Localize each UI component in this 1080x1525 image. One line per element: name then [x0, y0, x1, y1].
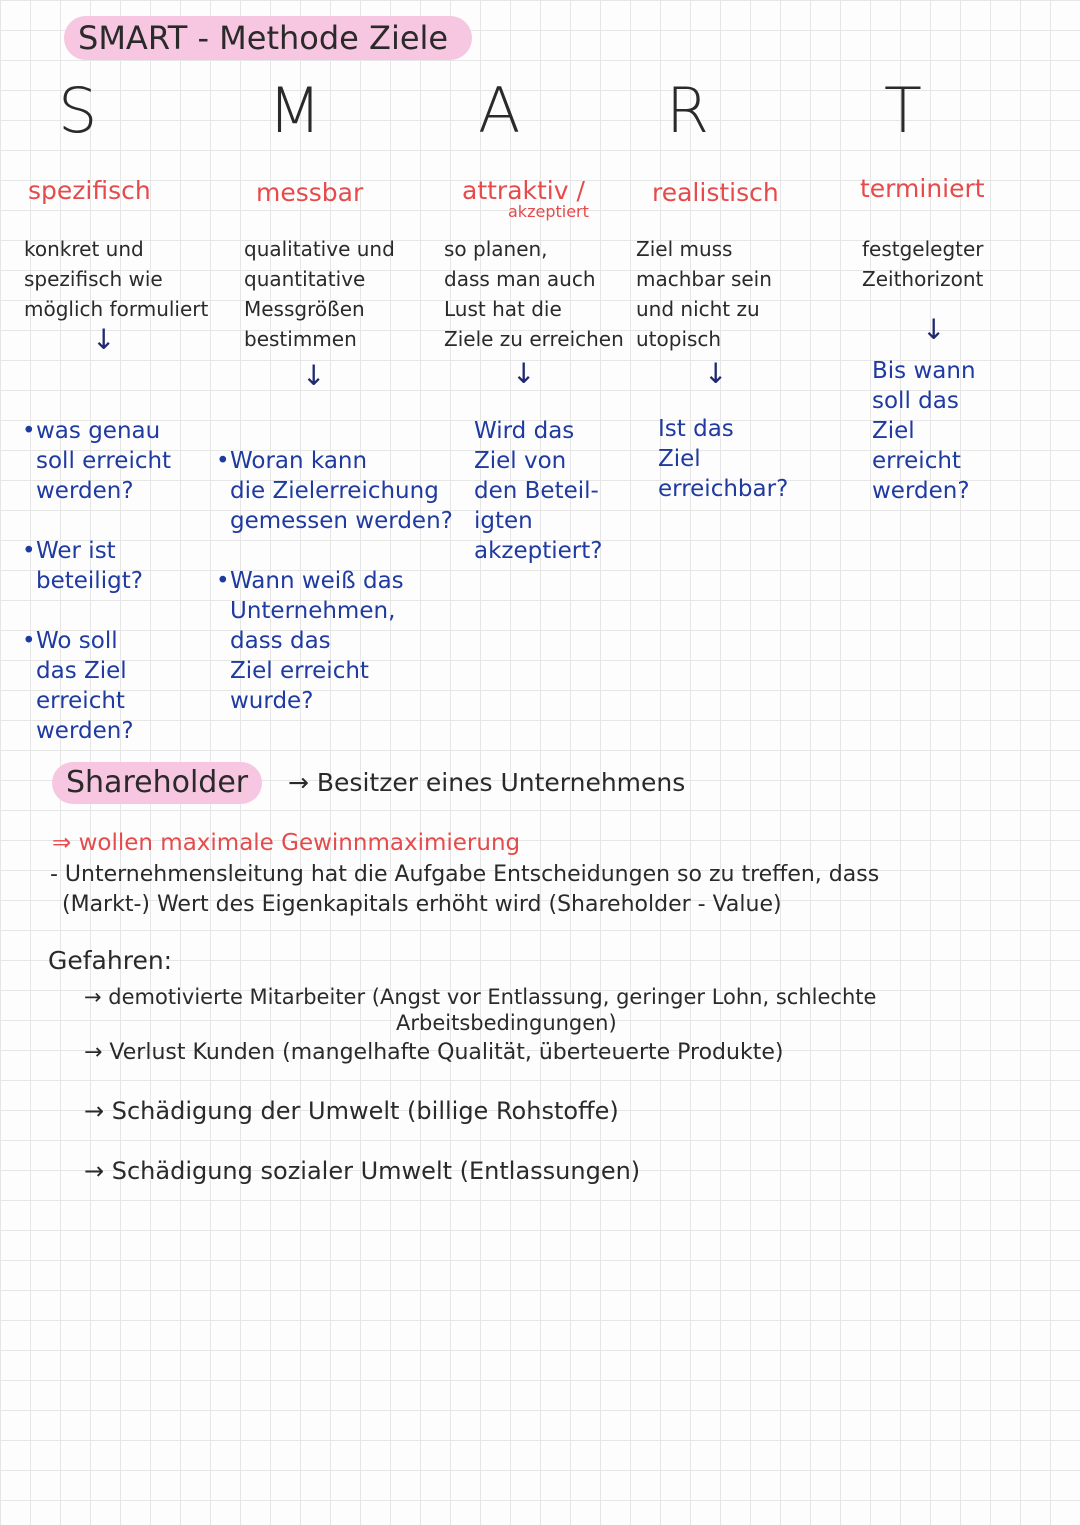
question-s-2: • Wer ist beteiligt? [24, 536, 214, 596]
shareholder-point-line-1: - Unternehmensleitung hat die Aufgabe Entscheidungen so zu treffen, dass [50, 862, 880, 887]
down-arrow-icon: ↓ [512, 357, 536, 390]
question-r-1: Ist das Ziel erreichbar? [658, 416, 789, 502]
question-s-3: • Wo soll das Ziel erreicht werden? [24, 626, 214, 746]
word-terminiert: terminiert [860, 174, 985, 203]
desc-a: so planen, dass man auch Lust hat die Ziele zu erreichen [444, 237, 624, 351]
letter-m: M [268, 74, 322, 147]
desc-m: qualitative und quantitative Messgrößen bestimmen [244, 237, 395, 351]
letter-t: T [884, 74, 922, 147]
shareholder-definition: → Besitzer eines Unternehmens [288, 768, 686, 797]
desc-s: konkret und spezifisch wie möglich formuliert [24, 237, 209, 321]
shareholder-term: Shareholder [52, 762, 262, 804]
danger-item-3: → Schädigung der Umwelt (billige Rohstoffe) [84, 1097, 619, 1125]
letter-r: R [666, 74, 710, 147]
questions-s [24, 386, 214, 776]
question-s-1: • was genau soll erreicht werden? [24, 416, 214, 506]
down-arrow-icon: ↓ [704, 357, 728, 390]
word-realistisch: realistisch [652, 178, 779, 207]
danger-item-2: → Verlust Kunden (mangelhafte Qualität, überteuerte Produkte) [84, 1040, 784, 1065]
danger-item-1-cont: Arbeitsbedingungen) [396, 1011, 617, 1035]
question-t-1: Bis wann soll das Ziel erreicht werden? [872, 358, 976, 504]
question-m-2: • Wann weiß das Unternehmen, dass das Ziel erreicht wurde? [218, 566, 458, 716]
desc-r: Ziel muss machbar sein und nicht zu utopisch [636, 237, 772, 351]
questions-m [218, 416, 458, 746]
desc-t: festgelegter Zeithorizont [862, 237, 984, 291]
letter-s: S [58, 74, 98, 147]
down-arrow-icon: ↓ [92, 323, 116, 356]
question-m-1: • Woran kann die Zielerreichung gemessen werden? [218, 446, 458, 536]
word-attraktiv: attraktiv / [462, 176, 585, 205]
dangers-label: Gefahren: [48, 946, 173, 975]
question-a-1: Wird das Ziel von den Beteil- igten akzeptiert? [474, 418, 603, 564]
page-title: SMART - Methode Ziele [64, 16, 472, 60]
shareholder-goal: ⇒ wollen maximale Gewinnmaximierung [52, 830, 521, 856]
shareholder-point-line-2: (Markt-) Wert des Eigenkapitals erhöht wird (Shareholder - Value) [62, 892, 782, 917]
danger-item-1: → demotivierte Mitarbeiter (Angst vor Entlassung, geringer Lohn, schlechte [84, 985, 877, 1009]
word-messbar: messbar [256, 178, 364, 207]
down-arrow-icon: ↓ [922, 313, 946, 346]
word-spezifisch: spezifisch [28, 176, 151, 205]
word-akzeptiert: akzeptiert [508, 202, 589, 221]
letter-a: A [478, 74, 521, 147]
danger-item-4: → Schädigung sozialer Umwelt (Entlassungen) [84, 1157, 641, 1185]
down-arrow-icon: ↓ [302, 359, 326, 392]
